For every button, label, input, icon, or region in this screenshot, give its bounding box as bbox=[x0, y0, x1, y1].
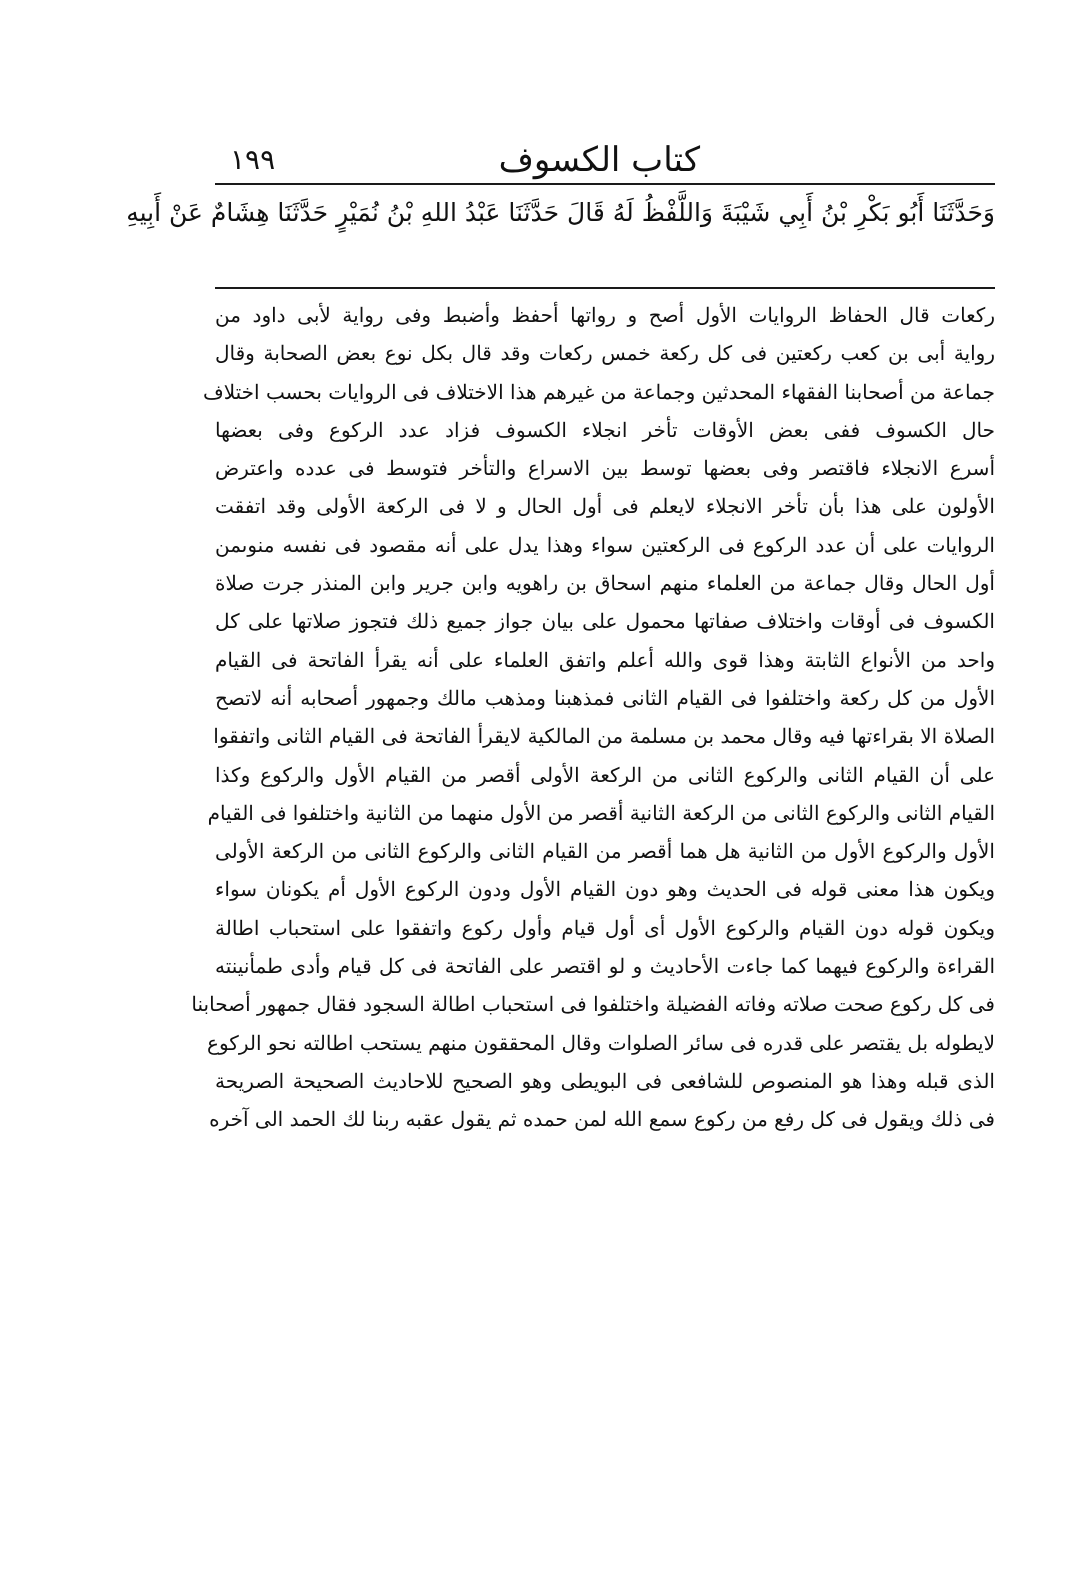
commentary-line: الأول من كل ركعة واختلفوا فى القيام الثانى فمذهبنا ومذهب مالك وجمهور أصحابه أنه لاتصح bbox=[215, 685, 995, 710]
commentary-line: ويكون قوله دون القيام والركوع الأول أى أول قيام وأول ركوع واتفقوا على استحباب اطالة bbox=[215, 915, 995, 940]
commentary-line: الروايات على أن عدد الركوع فى الركعتين سواء وهذا يدل على أنه مقصود فى نفسه منوىمن bbox=[215, 532, 995, 557]
commentary-line: الأول والركوع الأول من الثانية هل هما أقصر من القيام الثانى والركوع الثانى من الركعة الأولى bbox=[215, 839, 995, 864]
commentary-line: فى ذلك ويقول فى كل رفع من ركوع سمع الله لمن حمده ثم يقول عقبه ربنا لك الحمد الى آخره bbox=[209, 1107, 995, 1132]
commentary-line: جماعة من أصحابنا الفقهاء المحدثين وجماعة من غيرهم هذا الاختلاف فى الروايات بحسب اختلاف bbox=[202, 379, 995, 404]
commentary-line: على أن القيام الثانى والركوع الثانى من الركعة الأولى أقصر من القيام الأول والركوع وكذا bbox=[215, 762, 995, 787]
commentary-line: القراءة والركوع فيهما كما جاءت الأحاديث و لو اقتصر على الفاتحة فى كل قيام وأدى طمأنينته bbox=[215, 954, 995, 979]
commentary-line: الصلاة الا بقراءتها فيه وقال محمد بن مسلمة من المالكية لايقرأ الفاتحة فى القيام الثانى واتفقوا bbox=[213, 724, 995, 749]
commentary-line: الكسوف فى أوقات واختلاف صفاتها محمول على بيان جواز جميع ذلك فتجوز صلاتها على كل bbox=[215, 609, 995, 634]
commentary-line: فى كل ركوع صحت صلاته وفاته الفضيلة واختلفوا فى استحباب اطالة السجود فقال جمهور أصحابنا bbox=[191, 992, 995, 1017]
running-title: كتاب الكسوف bbox=[498, 140, 700, 180]
commentary-body bbox=[191, 296, 995, 1139]
commentary-line: رواية أبى بن كعب ركعتين فى كل ركعة خمس ركعات وقد قال بكل نوع بعض الصحابة وقال bbox=[215, 341, 995, 366]
hadith-text: وَحَدَّثَنَا أَبُو بَكْرِ بْنُ أَبِي شَيْبَةَ وَاللَّفْظُ لَهُ قَالَ حَدَّثَنَا عَبْدُ اللهِ بْنُ نُمَيْرٍ حَدَّثَنَا هِشَامٌ عَنْ أَبِيهِ bbox=[126, 198, 995, 227]
commentary-line: ركعات قال الحفاظ الروايات الأول أصح و رواتها أحفظ وأضبط وفى رواية لأبى داود من bbox=[215, 303, 995, 327]
commentary-line: ويكون هذا معنى قوله فى الحديث وهو دون القيام الأول ودون الركوع الأول أم يكونان سواء bbox=[215, 877, 995, 902]
commentary-line: أسرع الانجلاء فاقتصر وفى بعضها توسط بين الاسراع والتأخر فتوسط فى عدده واعترض bbox=[215, 456, 995, 481]
section-divider bbox=[215, 287, 995, 289]
page-number: ١٩٩ bbox=[230, 143, 276, 176]
commentary-line: الذى قبله وهذا هو المنصوص للشافعى فى البويطى وهو الصحيح للاحاديث الصحيحة الصريحة bbox=[215, 1068, 995, 1093]
commentary-line: القيام الثانى والركوع الثانى من الركعة الثانية أقصر من الأول منهما من الثانية واختلفوا فى القيام bbox=[207, 800, 995, 825]
page-header bbox=[210, 138, 1000, 182]
commentary-line: أول الحال وقال جماعة من العلماء منهم اسحاق بن راهويه وابن جرير وابن المنذر جرت صلاة bbox=[215, 571, 995, 596]
commentary-line: الأولون على هذا بأن تأخر الانجلاء لايعلم فى أول الحال و لا فى الركعة الأولى وقد اتفقت bbox=[215, 494, 995, 519]
commentary-line: حال الكسوف ففى بعض الأوقات تأخر انجلاء الكسوف فزاد عدد الركوع وفى بعضها bbox=[215, 417, 995, 442]
commentary-line: واحد من الأنواع الثابتة وهذا قوى والله أعلم واتفق العلماء على أنه يقرأ الفاتحة فى القيام bbox=[215, 647, 995, 672]
header-divider bbox=[215, 183, 995, 185]
commentary-line: لايطوله بل يقتصر على قدره فى سائر الصلوات وقال المحققون منهم يستحب اطالته نحو الركوع bbox=[207, 1030, 995, 1055]
